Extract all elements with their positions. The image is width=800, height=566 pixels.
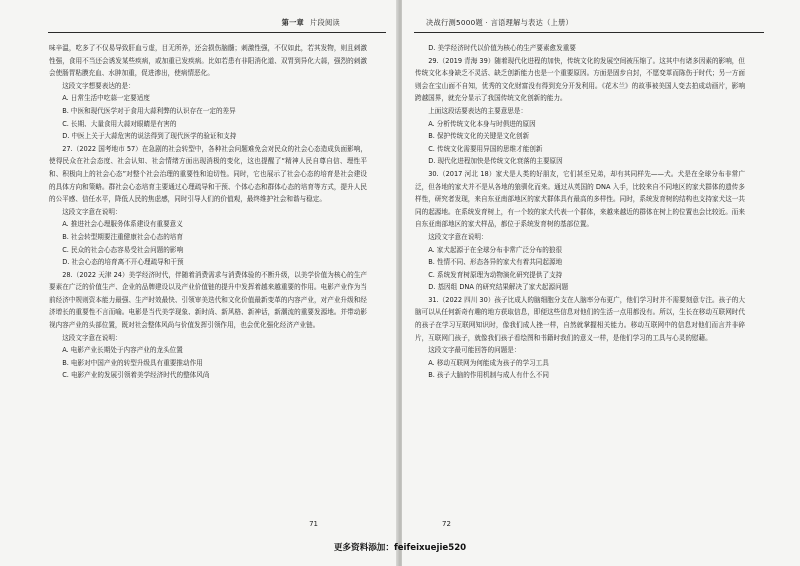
answer-option: C. 电影产业的发展引领着美学经济时代的整体风尚: [62, 371, 210, 380]
answer-option: A. 分析传统文化本身与时俱进的原因: [428, 119, 536, 128]
answer-option: B. 性情不同、形态各异的家犬有着共同起源地: [428, 258, 563, 267]
answer-option: D. 现代化进程加快是传统文化衰落的主要原因: [428, 157, 563, 166]
header-rule: [414, 32, 764, 33]
right-page: [402, 0, 800, 566]
left-page: [0, 0, 398, 566]
answer-option: A. 家犬起源于在全球分布非常广泛分布的狼很: [428, 245, 563, 254]
section-title: 片段阅读: [310, 18, 340, 27]
question-text: 上面这段话要表达的主要意思是：: [428, 106, 528, 115]
answer-option: A. 日常生活中吃蒜一定要适度: [62, 94, 150, 103]
question-text: 28.（2022 天津 24）美学经济时代，伴随着消费需求与消费体验的不断升级，以美学价值为核心的生产要素在广泛的价值生产、企业的品牌建设以及产业价值链的提升中发挥着越来越重要的作用。电影产业作为当前经济中规则资本能力最强、生产时效最快、引领审美迭代和文化价值最新变革的内容产业，对产业升级和经济增长的重要性不言而喻。电影是当代美学现象、新时尚、新风格、新神话，新潮流的重要发源地。并带动影视内容产业的头部位置，既对社会整体风尚与价值发挥引领作用，也会优化强化经济产业链。: [49, 270, 367, 330]
left-page-body: [49, 42, 367, 382]
left-page-number: 71: [309, 520, 318, 528]
answer-option: B. 孩子大脑的作用机制与成人有什么不同: [428, 371, 549, 380]
answer-option: A. 电影产业长期处于内容产业的龙头位置: [62, 346, 183, 355]
passage-text: 味辛温，吃多了不仅易导致肝血亏虚，目无所养，还会损伤脑髓；刺激性强，不仅如此，若其发物，则且刺激性强，食用不当还会诱发某些疾病，或加重已发疾病。比如若患有非阳消化道、双胃到异化大蒜，强烈的刺激会使肠胃粘膜充血、水肿加重，促进渗出，使病情恶化。: [49, 44, 367, 78]
chapter-label: 第一章: [281, 18, 305, 27]
answer-option: B. 保护传统文化的关键是文化创新: [428, 132, 530, 141]
answer-option: C. 民众的社会心态容易受社会问题的影响: [62, 245, 184, 254]
right-page-number: 72: [442, 520, 451, 528]
question-text: 27.（2022 国考地市 57）在急剧的社会转型中，各种社会问题难免会对民众的社会心态造成负面影响，使得民众在社会态度、社会认知、社会情绪方面出现消极的变化，这也提醒了“精神人民自尊自信、理性平和、积极向上的社会心态”对整个社会治理的重要性和迫切性。同时，它也展示了社会心态的培育是社会建设的具体方向和策略。群社会心态培育主要通过心理疏导和干预、个体心态和群体心态的培育等方式，提升人民的公平感、信任水平，降低人民的焦虑感，同时引导人们的价值观，最终维护社会和谐与稳定。: [49, 144, 367, 204]
question-text: 这段文字意在说明：: [62, 333, 122, 342]
question-text: 29.（2019 青海 39）随着现代化进程的加快，传统文化的发展空间被压缩了。这其中有诸多因素的影响，但传统文化本身缺乏不灵活、缺乏创新能力也是一个重要原因。方面是固步自封，不愿变革而陈伤于时代；另一方面则会在宝山面不自知，优秀的文化财富没有得到充分开发利用。《花木兰》的故事被美国人变去拍成动画片，影响跨越国界，就充分显示了我国传统文化创新的能力。: [415, 56, 745, 103]
book-title: 决战行测5000题 · 言语理解与表达（上册）: [426, 18, 574, 27]
answer-option: B. 电影对中国产业的转型升级具有重要推动作用: [62, 358, 203, 367]
answer-option: A. 推进社会心理服务体系建设有重要意义: [62, 220, 183, 229]
answer-option: B. 社会转型期要注重健康社会心态的培育: [62, 232, 183, 241]
question-text: 这段文字想要表达的是：: [62, 81, 135, 90]
answer-option: C. 系统发育树原理为动物演化研究提供了支持: [428, 270, 563, 279]
answer-option: D. 美学经济时代以价值为核心的生产要素愈发重要: [428, 44, 576, 52]
answer-option: C. 长期、大量食用大蒜对眼睛是有害的: [62, 119, 177, 128]
answer-option: A. 移动互联网为何能成为孩子的学习工具: [428, 358, 549, 367]
answer-option: D. 社会心态的培育离不开心理疏导和干预: [62, 258, 184, 267]
left-running-head: [282, 16, 340, 30]
answer-option: D. 基因组 DNA 的研究结果解决了家犬起源问题: [428, 283, 569, 292]
right-page-body: [415, 42, 745, 382]
question-text: 这段文字最可能回答的问题是：: [428, 346, 521, 355]
answer-option: C. 传统文化需要用异国的思维才能创新: [428, 144, 543, 153]
header-rule: [48, 32, 386, 33]
answer-option: D. 中医上关于大蒜危害的说法得到了现代医学的验证和支持: [62, 132, 237, 141]
question-text: 30.（2017 河北 18）家犬是人类的好朋友，它们甚至兄弟，却有其同样先——犬。犬是在全球分布非常广泛，但各地的家犬并不是从各地的狼驯化而来。通过从英国的 DNA 入手，比较来自不同地区的家犬群体的遗传多样性，研究者发现，来自东亚南部地区的家犬群体具有最高的多样性。同时，系统发育树的结构也支持家犬这一共同的起源地。在系统发育树上，有一个较的家犬代表一个群体，来越来越近的群体在树上的位置也会比较近。而来自东亚南部地区的家犬样品，都位于系统发育树的基部位置。: [415, 169, 745, 229]
question-text: 这段文字意在说明：: [62, 207, 122, 216]
answer-option: B. 中医和现代医学对于食用大蒜利弊的认识存在一定的差异: [62, 106, 236, 115]
question-text: 31.（2022 四川 30）孩子比成人的脑细胞分支在人脑率分布更广，他们学习时并不需要刻意专注。孩子的大脑可以从任何新奇有趣的地方获取信息，即便这些信息对他们的生活一点用都没有。所以，生长在移动互联网时代的孩子在学习互联网知识时，像我们成人挫一样，自然就掌握相关能力。移动互联网中的信息对他们而言并非碎片，互联网门孩子，就像我们孩子看绘图和书籍时我们的意义一样，是他们学习的工具与心灵的慰藉。: [415, 295, 745, 342]
question-text: 这段文字意在说明：: [428, 232, 488, 241]
footer-contact-note: 更多资料添加：feifeixuejie520: [333, 543, 467, 553]
right-running-head: [426, 16, 573, 30]
